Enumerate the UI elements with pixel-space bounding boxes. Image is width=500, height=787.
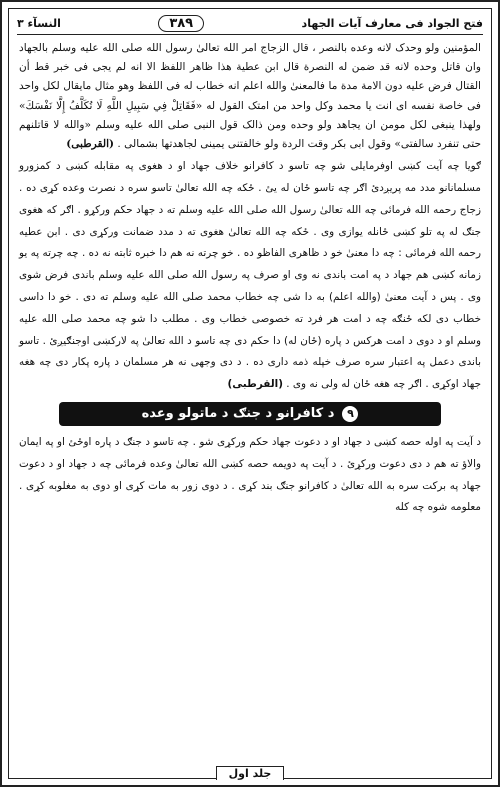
page-header [17,12,483,35]
pashto-text-2: د آیت په اوله حصه کښی د جهاد او د دعوت جهاد حکم ورکړی شو . چه تاسو د جنګ د پاره اوځئ او په ایمان والاؤ ته هم د دی دعوت ورکړئ . د آیت په دویمه حصه کښی الله تعالیٰ وعده فرمائی چه د جهاد او د دعوت جهاد په برکت سره به الله تعالیٰ د کافرانو جنګ بند کړی . د دوی زور به مات کړی او دوی به مغلوبه کړی . معلومه شوه چه کله [19,435,481,514]
pashto-text-1: ګویا چه آیت کښی اوفرمایلی شو چه تاسو د کافرانو خلاف جهاد او د هغوی په مقابله کښی د کمزورو مسلمانانو مدد مه پریږدئ اګر چه تاسو ځان له یئ . ځکه چه الله تعالیٰ تاسو سره د نصرت وعده کړی ده . زجاج رحمه الله فرمائی چه الله تعالیٰ رسول الله صلی الله علیه وسلم ته د جهاد حکم ورکړو . اګر که هغوی جنګ له په تلو کښی ځانله یوازی وی . ځکه چه الله تعالیٰ هغوی ته د مدد ضمانت ورکړی دی . ابن عطیه رحمه الله فرمائی : چه دا معنیٰ خو د ظاهری الفاظو ده . خو چرته نه هم دا خبره ثابته نه ده . چه چرته په یو زمانه کښی هم جهاد د په امت باندی نه وی او صرف په رسول الله صلی الله علیه وسلم باندی فرض شوی وی . پس د آیت معنیٰ (والله اعلم) به دا شی چه خطاب محمد صلی الله علیه وسلم ته دی . خو دا داسی خطاب دی لکه ځنګه چه د امت هر فرد ته خصوصی خطاب وی . مطلب دا شو چه محمد صلی الله علیه وسلم او د دوی د امت هرکس د پاره (ځان له) دا حکم دی چه تاسو د الله تعالیٰ په لارکښی اوجنګیږئ . تاسو باندی دعمل په اعتبار سره صرف خپله ذمه داری ده . د دی وجهی نه هر مسلمان د پاره پکار دی چه هغه جهاد اوکړی . اګر چه هغه ځان له ولی نه وی . [19,160,481,391]
section-heading [59,402,441,426]
page-body [19,39,481,519]
arabic-commentary [19,39,481,154]
volume-label: جلد اول [216,766,285,780]
page-footer [9,766,491,780]
inner-border [8,8,492,779]
surah-name: النسآء ٣ [17,16,61,30]
page-number: ٣٨٩ [158,15,204,32]
pashto-paragraph-1 [19,156,481,396]
running-title: فتح الجواد فی معارف آیات الجهاد [301,16,483,30]
arabic-citation: (القرطبی) [66,138,115,151]
section-number: ٩ [342,406,358,422]
pashto-citation: (القرطبی) [227,378,283,391]
pashto-paragraph-2 [19,432,481,519]
arabic-text: المؤمنین ولو وحدک لانه وعده بالنصر ، قال الزجاج امر الله تعالیٰ رسول الله صلی الله علیه وسلم بالجهاد وان قاتل وحده لانه قد ضمن له النصرة قال ابن عطیة هذا ظاهر اللفظ الا انه لم یجی فی خبر قط أن القتال فرض علیه دون الامة مدة ما فالمعنیٰ والله اعلم انه خطاب له فی اللفظ وهو مثال مایقال لکل واحد فی خاصة نفسه ای انت یا محمد وکل واحد من امتک القول له «فَقَاتِلْ فِي سَبِيلِ اللَّهِ لَا تُكَلَّفُ إِلَّا نَفْسَكَ» ولهذا ینبغی لکل مومن ان یجاهد ولو وحده ومن ذالک قول النبی صلی الله علیه وسلم «والله لا قاتلنهم حتی تنفرد سالفتی» وقول ابی بکر وقت الردة ولو خالفتنی یمینی لجاهدتها بشمالی . [19,42,481,151]
section-title: د کافرانو د جنګ د ماتولو وعده [141,406,335,422]
